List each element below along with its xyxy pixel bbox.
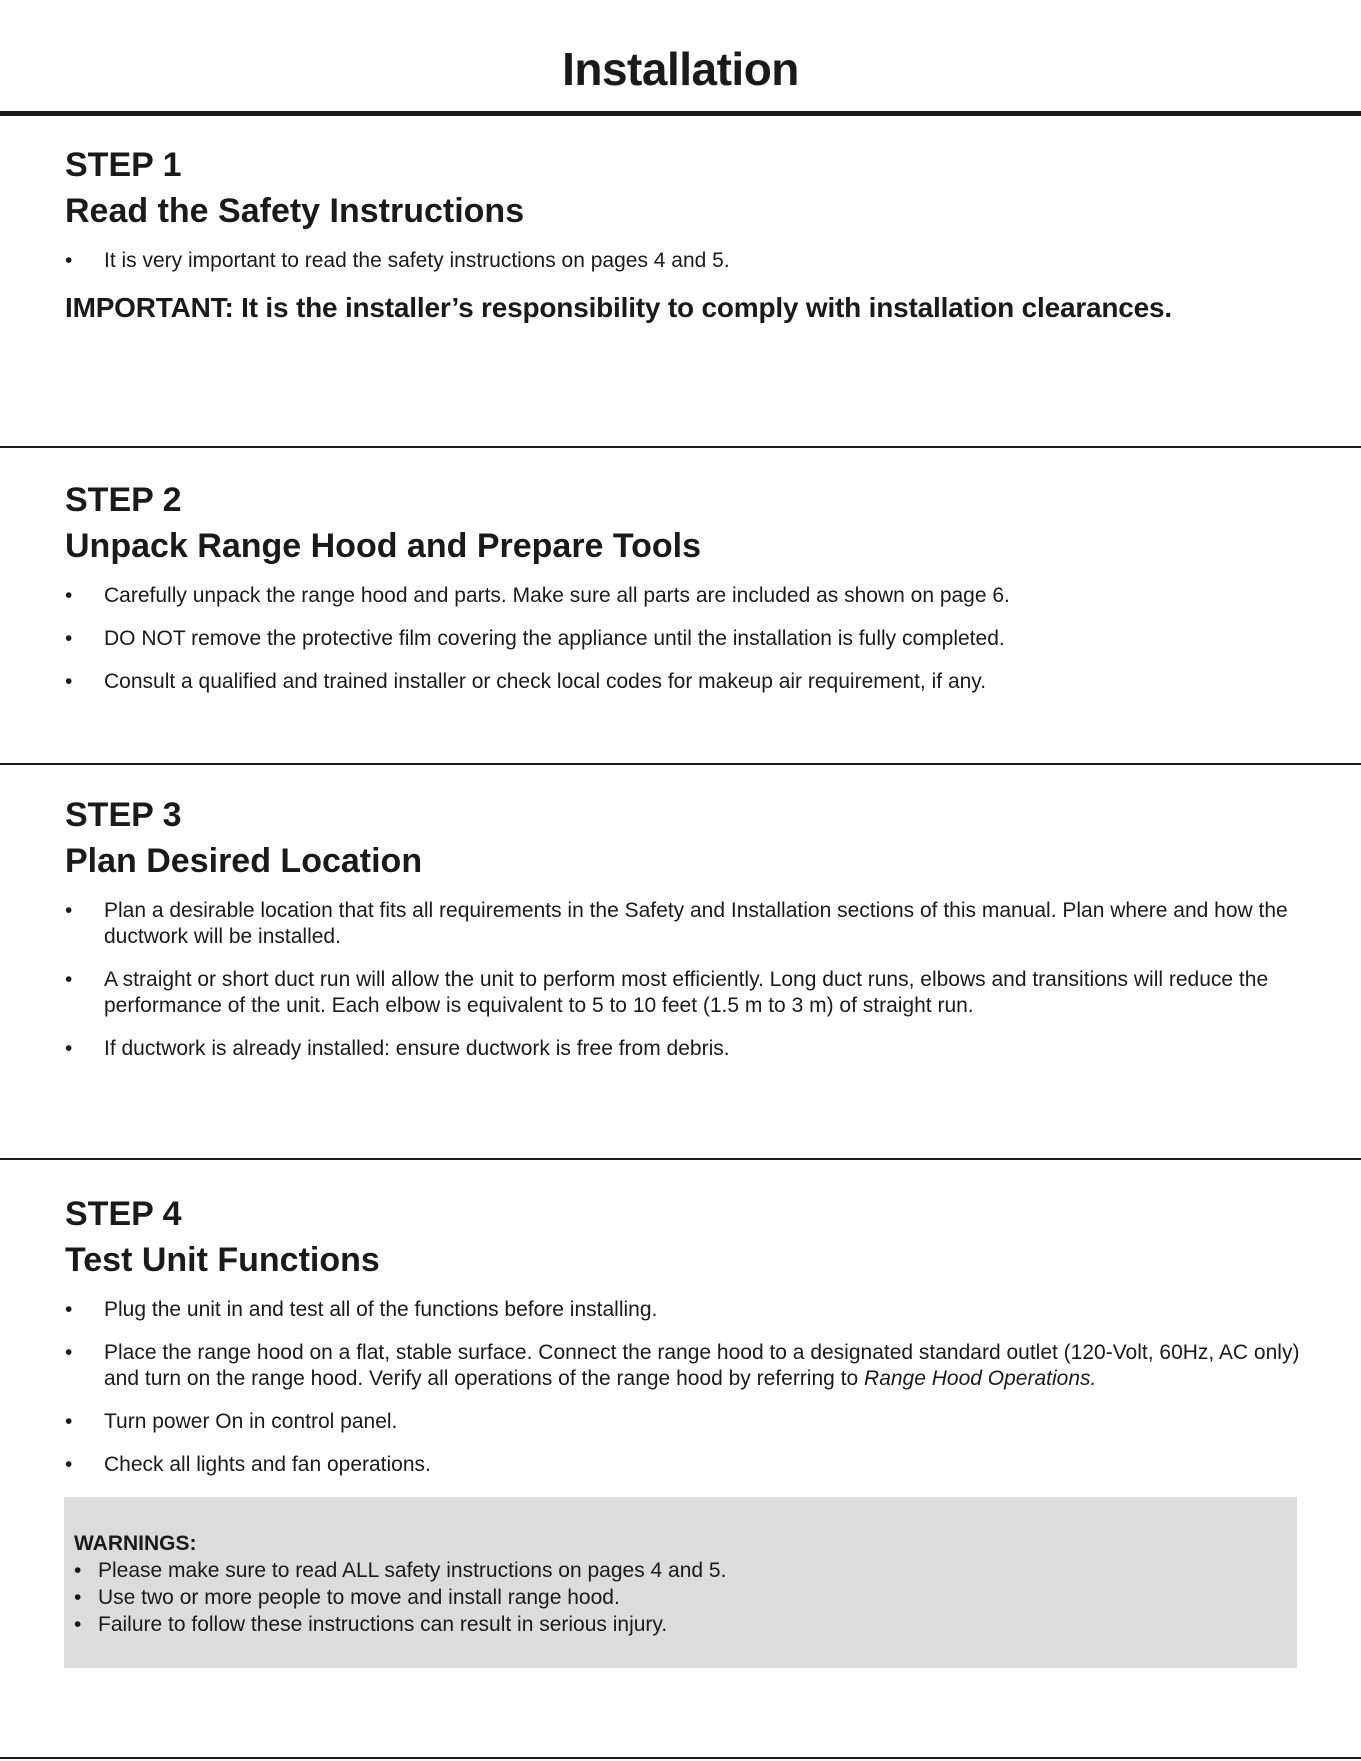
bullet-icon: • [65,899,73,922]
list-item: • If ductwork is already installed: ensure ductwork is free from debris. [65,1037,730,1060]
step-4-bullets [65,1297,1305,1478]
bullet-icon: • [65,249,73,272]
list-item: • DO NOT remove the protective film covering the appliance until the installation is fully completed. [65,627,1005,650]
step-3-bullets [65,898,1305,1062]
bullet-icon: • [65,1298,73,1321]
list-item: • Check all lights and fan operations. [65,1453,431,1476]
bottom-divider [0,1757,1361,1759]
step-2-section [65,481,1305,712]
bullet-icon: • [65,1037,73,1060]
list-item: • A straight or short duct run will allow the unit to perform most efficiently. Long duct runs, elbows and transitions will reduce the performance of the unit. Each elbow is equivalent to 5 to 10 feet (1.5 m to 3 m) of straight run. [65,968,1269,1017]
list-item: • Plug the unit in and test all of the functions before installing. [65,1298,658,1321]
list-item: • Please make sure to read ALL safety instructions on pages 4 and 5. [74,1559,727,1582]
step-1-title: Read the Safety Instructions [65,192,525,230]
bullet-icon: • [74,1613,82,1636]
section-divider [0,763,1361,765]
range-hood-operations-reference: Range Hood Operations. [864,1367,1097,1390]
title-divider [0,111,1361,116]
section-divider [0,446,1361,448]
bullet-icon: • [65,1341,73,1364]
list-item: • Plan a desirable location that fits all requirements in the Safety and Installation sections of this manual. Plan where and how the ductwork will be installed. [65,899,1288,948]
bullet-icon: • [65,627,73,650]
step-2-bullets [65,583,1305,695]
step-1-bullets [65,248,1305,274]
list-item: • Place the range hood on a flat, stable surface. Connect the range hood to a designated standard outlet (120-Volt, 60Hz, AC only) and turn on the range hood. Verify all operations of the range hood by referring to Range Hood Operations. [65,1341,1300,1390]
bullet-icon: • [74,1586,82,1609]
step-1-label: STEP 1 [65,146,182,184]
list-item: • Consult a qualified and trained installer or check local codes for makeup air requirement, if any. [65,670,987,693]
list-item: • Failure to follow these instructions can result in serious injury. [74,1613,668,1636]
step-4-section [65,1195,1305,1495]
step-4-label: STEP 4 [65,1195,182,1233]
warnings-title: WARNINGS: [74,1532,197,1555]
step-4-title: Test Unit Functions [65,1241,380,1279]
section-divider [0,1158,1361,1160]
list-item: • Carefully unpack the range hood and parts. Make sure all parts are included as shown on page 6. [65,584,1010,607]
warnings-box [64,1497,1297,1668]
step-2-title: Unpack Range Hood and Prepare Tools [65,527,702,565]
step-3-label: STEP 3 [65,796,182,834]
page-title: Installation [562,43,799,95]
step-3-title: Plan Desired Location [65,842,423,880]
list-item: • Turn power On in control panel. [65,1410,398,1433]
step-1-section [65,146,1305,325]
warnings-list [74,1557,1274,1638]
bullet-icon: • [65,1410,73,1433]
bullet-icon: • [65,670,73,693]
bullet-icon: • [65,584,73,607]
list-item: • Use two or more people to move and install range hood. [74,1586,620,1609]
bullet-icon: • [65,968,73,991]
important-notice: IMPORTANT: It is the installer’s responsibility to comply with installation clearances. [65,292,1172,323]
bullet-icon: • [74,1559,82,1582]
bullet-icon: • [65,1453,73,1476]
step-2-label: STEP 2 [65,481,182,519]
step-3-section [65,796,1305,1079]
list-item: • It is very important to read the safety instructions on pages 4 and 5. [65,249,730,272]
